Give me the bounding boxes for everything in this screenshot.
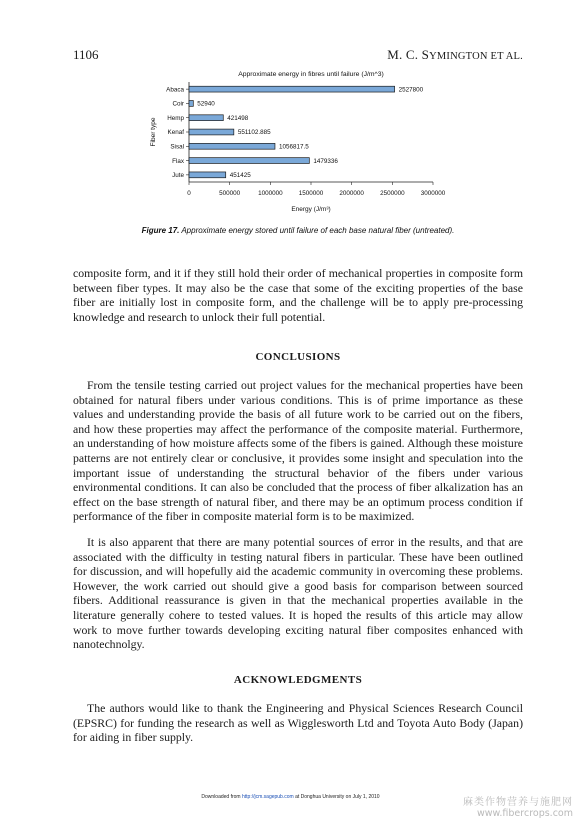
bar-kenaf [189,129,234,135]
figure-caption-text: Approximate energy stored until failure of each base natural fiber (untreated). [179,226,455,235]
acknowledgments-paragraph: The authors would like to thank the Engineering and Physical Sciences Research Council (EPSRC) for funding the research as well as Wigglesworth Ltd and Toyota Auto Body (Japan) for aiding in fiber supply. [73,701,523,745]
conclusions-paragraph-1: From the tensile testing carried out project values for the mechanical properties have been obtained for natural fibers under various conditions. This is of prime importance as these values and understanding provide the basis of all future work to be carried out on the fibers, and how these properties may affect the performance of the composite material. Furthermore, an understanding of how moisture affects some of the fibers is gained. Although these moisture patterns are not entirely clear or conclusive, it provides some insight and speculation into the important issue of understanding the structural behavior of the fibers under various environmental conditions. It can also be concluded that the process of fiber alkalization has an effect on the base strength of natural fiber, and there may be an optimum process condition if performance of the fiber in composite material form is to be maximized. [73,378,523,524]
page-number: 1106 [73,47,99,62]
site-watermark [463,797,573,819]
y-tick-label-coir: Coir [172,100,184,108]
watermark-line-2: www.fibercrops.com [476,808,573,819]
footer-prefix: Downloaded from [201,794,242,800]
x-tick-label: 0 [187,190,191,197]
footer-suffix: at Donghua University on July 1, 2010 [293,794,380,800]
running-header-authors [387,47,523,63]
data-label-jute: 451425 [229,172,251,180]
x-tick-label: 500000 [219,190,241,197]
data-label-hemp: 421498 [227,114,249,122]
y-axis-label: Fiber type [150,117,157,147]
x-axis-label: Energy (J/m³) [291,206,331,213]
energy-bar-chart [130,66,460,216]
bar-coir [189,101,193,107]
bar-sisal [189,143,275,149]
y-tick-label-jute: Jute [172,172,184,180]
chart-title: Approximate energy in fibres until failure (J/m^3) [238,71,384,78]
x-tick-label: 2000000 [339,190,364,197]
author-initial: M. C. S [387,47,430,62]
y-tick-label-kenaf: Kenaf [167,129,184,137]
y-tick-label-flax: Flax [172,157,184,165]
bar-flax [189,158,309,164]
author-rest: YMINGTON ET AL. [429,51,523,62]
data-label-sisal: 1056817.5 [278,143,309,151]
bar-hemp [189,115,223,121]
bar-abaca [189,86,395,92]
figure-caption [73,226,523,235]
x-tick-label: 3000000 [420,190,446,197]
data-label-coir: 52940 [197,100,215,108]
watermark-line-1: 麻类作物营养与施肥网 [463,797,573,808]
x-tick-label: 2500000 [380,190,405,197]
bar-jute [189,172,226,178]
data-label-kenaf: 551102.885 [237,129,271,137]
x-tick-label: 1500000 [298,190,324,197]
y-tick-label-hemp: Hemp [167,114,184,122]
footer-url-link[interactable]: http://jcm.sagepub.com [241,794,294,800]
y-tick-label-abaca: Abaca [166,86,184,94]
intro-paragraph: composite form, and it if they still hold their order of mechanical properties in composite form between fiber types. It may also be the case that some of the exciting properties of the base fiber are initially lost in composite form, and the challenge will be to apply pre-processing knowledge and research to unlock their full potential. [73,266,523,324]
data-label-abaca: 2527800 [398,86,424,94]
acknowledgments-heading: ACKNOWLEDGMENTS [233,674,363,686]
conclusions-paragraph-2: It is also apparent that there are many potential sources of error in the results, and that are associated with the difficulty in testing natural fibers in particular. These have been outlined for discussion, and will hopefully aid the academic community in overcoming these problems. However, the work carried out should give a good basis for comparison between sourced fibers. Additional reassurance is given in that the mechanical properties available in the literature generally cohere to tested values. It is hoped the results of this article may allow work to move further towards developing exciting natural fiber composites enhanced with nanotechnolgy. [73,535,523,652]
figure-caption-label: Figure 17. [141,226,180,235]
x-tick-label: 1000000 [258,190,283,197]
conclusions-heading: CONCLUSIONS [255,351,341,363]
data-label-flax: 1479336 [313,157,338,165]
y-tick-label-sisal: Sisal [170,143,184,151]
